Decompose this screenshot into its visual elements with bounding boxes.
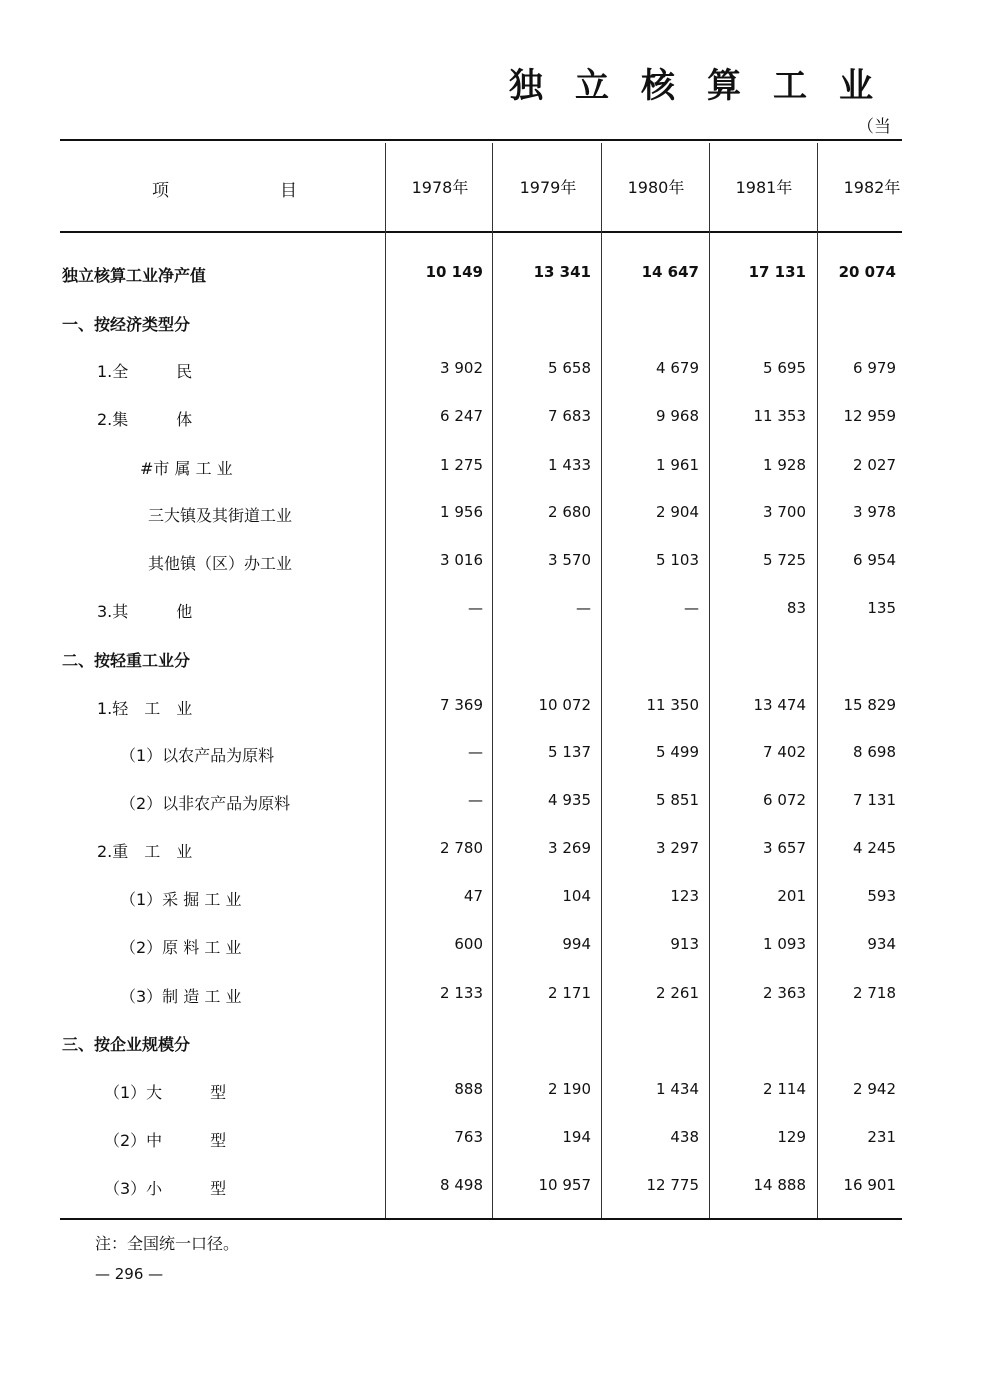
row-value: — bbox=[468, 743, 483, 761]
header-year-1982: 1982年 bbox=[843, 178, 901, 197]
row-value: 231 bbox=[867, 1128, 896, 1146]
row-value: 13 474 bbox=[753, 696, 806, 714]
rule-top bbox=[60, 139, 902, 141]
table-row bbox=[0, 599, 1000, 627]
row-label: （1）以农产品为原料 bbox=[120, 746, 275, 765]
row-value: 3 016 bbox=[440, 551, 483, 569]
row-value: 600 bbox=[454, 935, 483, 953]
row-value: 2 190 bbox=[548, 1080, 591, 1098]
row-label: #市 属 工 业 bbox=[140, 459, 233, 478]
row-value: 10 072 bbox=[538, 696, 591, 714]
header-year-1981: 1981年 bbox=[735, 178, 793, 197]
row-value: 12 775 bbox=[646, 1176, 699, 1194]
row-value: 123 bbox=[670, 887, 699, 905]
row-value: 11 350 bbox=[646, 696, 699, 714]
row-value: 10 957 bbox=[538, 1176, 591, 1194]
table-row bbox=[0, 359, 1000, 387]
row-value: 2 942 bbox=[853, 1080, 896, 1098]
table-row bbox=[0, 1176, 1000, 1204]
row-value: 20 074 bbox=[838, 263, 896, 281]
table-row bbox=[0, 743, 1000, 771]
table-row bbox=[0, 696, 1000, 724]
table-row bbox=[0, 648, 1000, 676]
row-value: 83 bbox=[786, 599, 806, 617]
row-label: 3.其 他 bbox=[97, 602, 193, 621]
row-value: 4 245 bbox=[853, 839, 896, 857]
row-label: 2.集 体 bbox=[97, 410, 193, 429]
row-value: 104 bbox=[562, 887, 591, 905]
table-row bbox=[0, 551, 1000, 579]
table-row bbox=[0, 839, 1000, 867]
row-value: 194 bbox=[562, 1128, 591, 1146]
row-value: 1 434 bbox=[656, 1080, 699, 1098]
row-value: 7 402 bbox=[763, 743, 806, 761]
row-value: 763 bbox=[454, 1128, 483, 1146]
header-year-1979: 1979年 bbox=[519, 178, 577, 197]
row-value: 135 bbox=[867, 599, 896, 617]
table-row bbox=[0, 407, 1000, 435]
row-value: 5 103 bbox=[656, 551, 699, 569]
rule-header-bottom bbox=[60, 231, 902, 233]
row-value: 129 bbox=[777, 1128, 806, 1146]
row-label: （2）原 料 工 业 bbox=[120, 938, 242, 957]
rule-bottom bbox=[60, 1218, 902, 1220]
row-value: 7 369 bbox=[440, 696, 483, 714]
row-value: 12 959 bbox=[843, 407, 896, 425]
row-value: 5 658 bbox=[548, 359, 591, 377]
row-value: 2 261 bbox=[656, 984, 699, 1002]
row-value: 4 935 bbox=[548, 791, 591, 809]
table-row bbox=[0, 503, 1000, 531]
row-value: 1 956 bbox=[440, 503, 483, 521]
table-row bbox=[0, 263, 1000, 291]
row-label: （3）小 型 bbox=[104, 1179, 227, 1198]
table-row bbox=[0, 935, 1000, 963]
row-value: 9 968 bbox=[656, 407, 699, 425]
table-row bbox=[0, 456, 1000, 484]
row-value: 5 851 bbox=[656, 791, 699, 809]
row-value: 7 131 bbox=[853, 791, 896, 809]
row-value: 1 433 bbox=[548, 456, 591, 474]
row-value: 5 695 bbox=[763, 359, 806, 377]
row-value: 2 027 bbox=[853, 456, 896, 474]
unit-note: （当 bbox=[857, 117, 891, 137]
row-value: 17 131 bbox=[748, 263, 806, 281]
row-label: （2）以非农产品为原料 bbox=[120, 794, 291, 813]
row-value: — bbox=[468, 599, 483, 617]
row-value: 2 780 bbox=[440, 839, 483, 857]
row-value: 888 bbox=[454, 1080, 483, 1098]
page-number: — 296 — bbox=[95, 1265, 164, 1283]
row-value: 1 961 bbox=[656, 456, 699, 474]
table-row bbox=[0, 1032, 1000, 1060]
row-value: 14 888 bbox=[753, 1176, 806, 1194]
row-label: 1.轻 工 业 bbox=[97, 699, 193, 718]
row-value: 1 093 bbox=[763, 935, 806, 953]
row-value: 3 978 bbox=[853, 503, 896, 521]
row-value: 7 683 bbox=[548, 407, 591, 425]
row-value: 913 bbox=[670, 935, 699, 953]
table-row bbox=[0, 1080, 1000, 1108]
row-value: 201 bbox=[777, 887, 806, 905]
row-value: 1 275 bbox=[440, 456, 483, 474]
row-label: 2.重 工 业 bbox=[97, 842, 193, 861]
row-label: 独立核算工业净产值 bbox=[62, 266, 207, 285]
row-value: 15 829 bbox=[843, 696, 896, 714]
row-value: 3 700 bbox=[763, 503, 806, 521]
row-value: — bbox=[468, 791, 483, 809]
footnote: 注：全国统一口径。 bbox=[95, 1234, 240, 1253]
row-label: 三、按企业规模分 bbox=[62, 1035, 191, 1054]
table-row bbox=[0, 312, 1000, 340]
row-value: 5 137 bbox=[548, 743, 591, 761]
table-row bbox=[0, 791, 1000, 819]
table-row bbox=[0, 1128, 1000, 1156]
row-value: 6 247 bbox=[440, 407, 483, 425]
row-label: 一、按经济类型分 bbox=[62, 315, 191, 334]
table-row bbox=[0, 887, 1000, 915]
header-item-char: 项 bbox=[152, 181, 169, 201]
row-value: 593 bbox=[867, 887, 896, 905]
row-value: 2 680 bbox=[548, 503, 591, 521]
row-value: 2 363 bbox=[763, 984, 806, 1002]
row-value: 934 bbox=[867, 935, 896, 953]
row-value: 10 149 bbox=[425, 263, 483, 281]
row-label: （2）中 型 bbox=[104, 1131, 227, 1150]
row-value: 13 341 bbox=[533, 263, 591, 281]
row-value: 14 647 bbox=[641, 263, 699, 281]
row-value: 3 269 bbox=[548, 839, 591, 857]
header-year-1980: 1980年 bbox=[627, 178, 685, 197]
row-label: （1）大 型 bbox=[104, 1083, 227, 1102]
row-value: 1 928 bbox=[763, 456, 806, 474]
row-value: 6 072 bbox=[763, 791, 806, 809]
header-year-1978: 1978年 bbox=[411, 178, 469, 197]
row-value: 3 570 bbox=[548, 551, 591, 569]
row-value: 4 679 bbox=[656, 359, 699, 377]
row-label: （3）制 造 工 业 bbox=[120, 987, 242, 1006]
row-label: 1.全 民 bbox=[97, 362, 193, 381]
row-value: 6 979 bbox=[853, 359, 896, 377]
row-value: 3 902 bbox=[440, 359, 483, 377]
row-value: 2 171 bbox=[548, 984, 591, 1002]
row-value: 2 904 bbox=[656, 503, 699, 521]
row-label: （1）采 掘 工 业 bbox=[120, 890, 242, 909]
row-value: 2 133 bbox=[440, 984, 483, 1002]
row-value: 8 698 bbox=[853, 743, 896, 761]
row-value: 5 725 bbox=[763, 551, 806, 569]
table-row bbox=[0, 984, 1000, 1012]
row-value: — bbox=[684, 599, 699, 617]
row-value: 3 657 bbox=[763, 839, 806, 857]
page-title: 独立核算工业 bbox=[509, 66, 905, 106]
row-value: 6 954 bbox=[853, 551, 896, 569]
row-value: 994 bbox=[562, 935, 591, 953]
row-value: 16 901 bbox=[843, 1176, 896, 1194]
row-value: 47 bbox=[463, 887, 483, 905]
row-label: 其他镇（区）办工业 bbox=[148, 554, 293, 573]
row-value: 2 114 bbox=[763, 1080, 806, 1098]
row-value: — bbox=[576, 599, 591, 617]
row-value: 5 499 bbox=[656, 743, 699, 761]
row-label: 三大镇及其街道工业 bbox=[148, 506, 293, 525]
row-value: 438 bbox=[670, 1128, 699, 1146]
header-item-char: 目 bbox=[280, 181, 297, 201]
row-value: 11 353 bbox=[753, 407, 806, 425]
row-value: 3 297 bbox=[656, 839, 699, 857]
row-value: 2 718 bbox=[853, 984, 896, 1002]
row-value: 8 498 bbox=[440, 1176, 483, 1194]
row-label: 二、按轻重工业分 bbox=[62, 651, 191, 670]
